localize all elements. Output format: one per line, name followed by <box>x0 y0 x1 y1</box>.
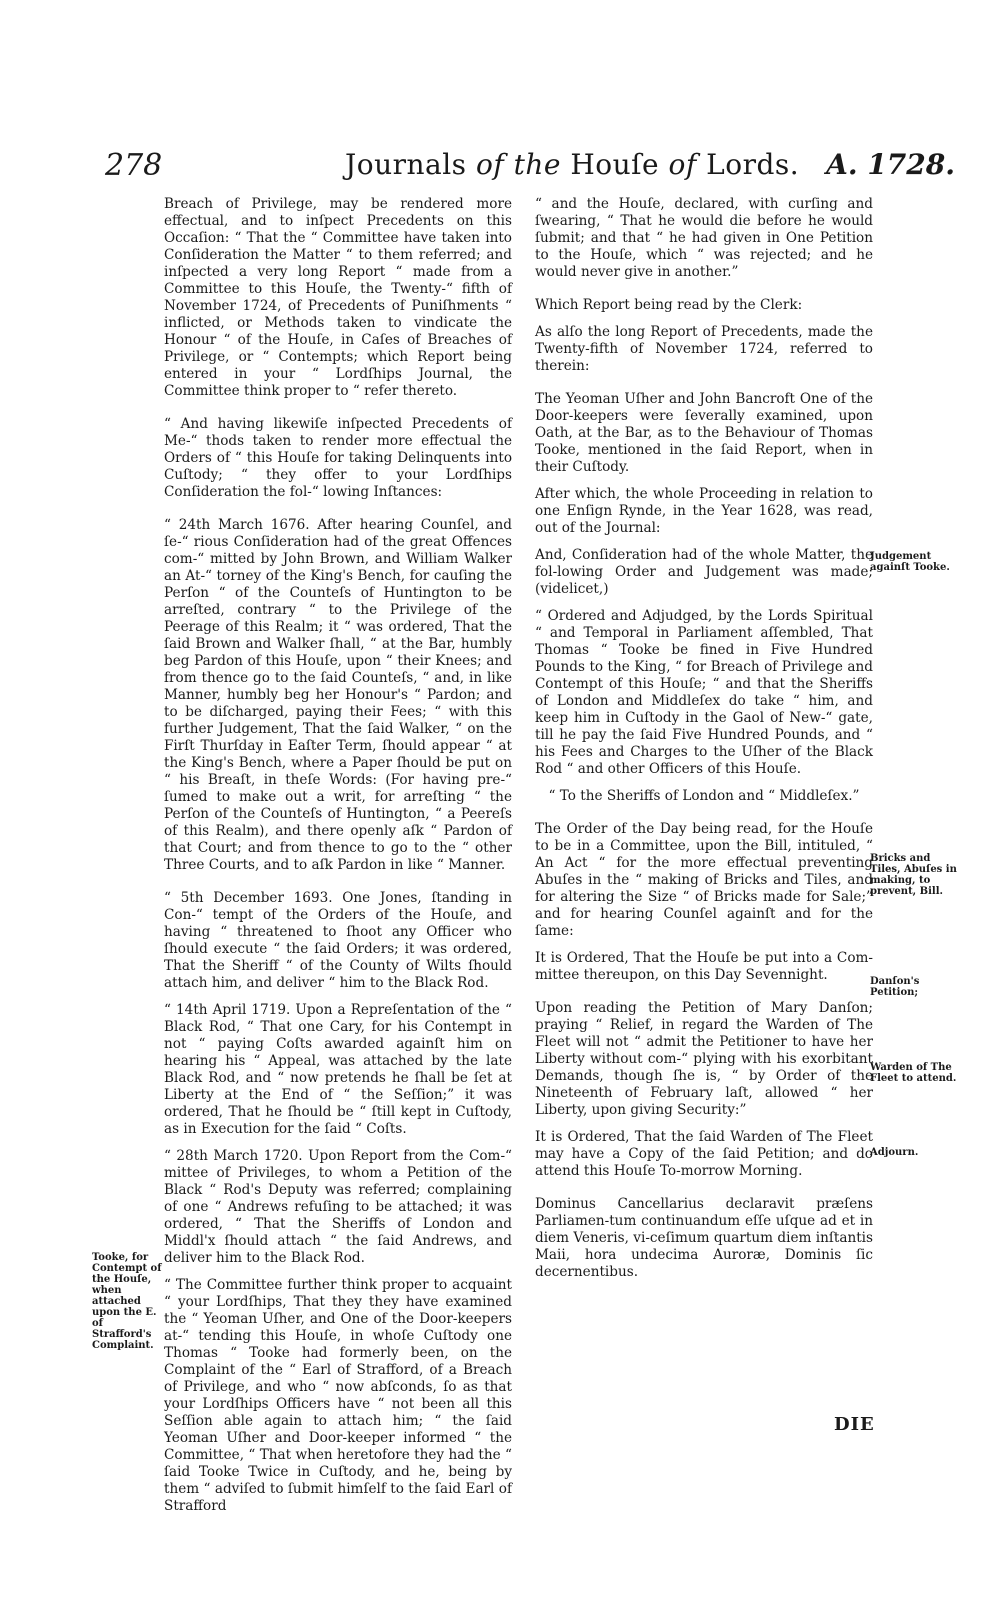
paragraph: It is Ordered, That the ſaid Warden of The Fleet may have a Copy of the ſaid Petition; and do attend this Houſe To-morrow Morning. <box>535 1129 873 1179</box>
year-label: A. 1728. <box>826 148 955 181</box>
left-column <box>164 196 512 1525</box>
paragraph: It is Ordered, That the Houſe be put into a Com-mittee thereupon, on this Day Sevennight. <box>535 950 873 983</box>
paragraph: “ 5th December 1693. One Jones, ſtanding in Con-“ tempt of the Orders of the Houſe, and having “ threatened to ſhoot any Officer who ſhould execute “ the ſaid Orders; it was ordered, That the Sheriff “ of the County of Wilts ſhould attach him, and deliver “ him to the Black Rod. <box>164 890 512 991</box>
paragraph: As alſo the long Report of Precedents, made the Twenty-fifth of November 1724, referred to therein: <box>535 324 873 374</box>
paragraph: The Yeoman Uſher and John Bancroft One of the Door-keepers were ſeverally examined, upon Oath, at the Bar, as to the Behaviour of Thomas Tooke, mentioned in the ſaid Report, when in their Cuſtody. <box>535 391 873 475</box>
paragraph: And, Conſideration had of the whole Matter, the fol-lowing Order and Judgement was made; (videlicet,) <box>535 547 873 597</box>
paragraph: “ To the Sheriffs of London and “ Middleſex.” <box>548 788 860 804</box>
margin-note-adjourn: Adjourn. <box>870 1147 919 1158</box>
page-header <box>95 148 955 188</box>
catchword: DIE <box>834 1414 875 1435</box>
title-word: Houſe <box>570 148 660 181</box>
paragraph: Breach of Privilege, may be rendered more effectual, and to inſpect Precedents on this Occaſion: “ That the “ Committee have taken into Conſideration the Matter “ to them referred; and inſpected a very long Report “ made from a Committee to this Houſe, the Twenty-“ fifth of November 1724, of Precedents of Puniſhments “ inflicted, or Methods taken to vindicate the Honour “ of the Houſe, in Caſes of Breaches of Privilege, or “ Contempts; which Report being entered in your “ Lordſhips Journal, the Committee think proper to “ refer thereto. <box>164 196 512 399</box>
margin-note-bricks: Bricks and Tiles, Abuſes in making, to prevent, Bill. <box>870 853 957 897</box>
title-word: Journals <box>345 148 467 181</box>
page-number: 278 <box>105 148 163 183</box>
paragraph: “ 28th March 1720. Upon Report from the Com-“ mittee of Privileges, to whom a Petition of the Black “ Rod's Deputy was referred; complaining of one “ Andrews refuſing to be attached; it was ordered, “ That the Sheriffs of London and Middl'x ſhould attach “ the ſaid Andrews, and deliver him to the Black Rod. <box>164 1148 512 1266</box>
title-word: of the <box>475 148 561 181</box>
paragraph: “ Ordered and Adjudged, by the Lords Spiritual “ and Temporal in Parliament aſſembled, That Thomas “ Tooke be fined in Five Hundred Pounds to the King, “ for Breach of Privilege and Contempt of this Houſe; “ and that the Sheriffs of London and Middleſex do take “ him, and keep him in Cuſtody in the Gaol of New-“ gate, till he pay the ſaid Five Hundred Pounds, and “ his Fees and Charges to the Uſher of the Black Rod “ and other Officers of this Houſe. <box>535 608 873 777</box>
paragraph: Which Report being read by the Clerk: <box>535 297 803 313</box>
margin-note-danson: Danſon's Petition; <box>870 976 920 998</box>
paragraph: Dominus Cancellarius declaravit præſens Parliamen-tum continuandum eſſe uſque ad et in diem Veneris, vi-ceſimum quartum diem inſtantis Maii, hora undecima Auroræ, Dominis ſic decernentibus. <box>535 1196 873 1280</box>
margin-note-judgement: Judgement againſt Tooke. <box>870 551 950 573</box>
right-column <box>535 196 873 1291</box>
paragraph: “ 24th March 1676. After hearing Counſel, and ſe-“ rious Conſideration had of the great Offences com-“ mitted by John Brown, and William Walker an At-“ torney of the King's Bench, for cauſing the Perſon “ of the Counteſs of Huntington to be arreſted, contrary “ to the Privilege of the Peerage of this Realm; it “ was ordered, That the ſaid Brown and Walker ſhall, “ at the Bar, humbly beg Pardon of this Houſe, upon “ their Knees; and from thence go to the ſaid Counteſs, “ and, in like Manner, humbly beg her Honour's “ Pardon; and to be diſcharged, paying their Fees; “ with this further Judgement, That the ſaid Walker, “ on the Firſt Thurſday in Eaſter Term, ſhould appear “ at the King's Bench, where a Paper ſhould be put on “ his Breaſt, in theſe Words: (For having pre-“ ſumed to make out a writ, for arreſting “ the Perſon of the Counteſs of Huntington, “ a Peereſs of this Realm), and there openly aſk “ Pardon of that Court; and from thence to go to the “ other Three Courts, and to aſk Pardon in like “ Manner. <box>164 517 512 873</box>
paragraph: The Order of the Day being read, for the Houſe to be in a Committee, upon the Bill, intituled, “ An Act “ for the more effectual preventing Abuſes in the “ making of Bricks and Tiles, and for altering the Size “ of Bricks made for Sale;” and for hearing Counſel againſt and for the ſame: <box>535 821 873 939</box>
paragraph: Upon reading the Petition of Mary Danſon; praying “ Relief, in regard the Warden of The Fleet will not “ admit the Petitioner to have her Liberty without com-“ plying with his exorbitant Demands, though ſhe is, “ by Order of the Nineteenth of February laſt, allowed “ her Liberty, upon giving Security:” <box>535 1000 873 1118</box>
paragraph: “ The Committee further think proper to acquaint “ your Lordſhips, That they they have examined the “ Yeoman Uſher, and One of the Door-keepers at-“ tending this Houſe, in whoſe Cuſtody one Thomas “ Tooke had formerly been, on the Complaint of the “ Earl of Strafford, of a Breach of Privilege, and who “ now abſconds, ſo as that your Lordſhips Officers have “ not been all this Seſſion able again to attach him; “ the ſaid Yeoman Uſher and Door-keeper informed “ the Committee, “ That when heretofore they had the “ ſaid Tooke Twice in Cuſtody, and he, being by them “ adviſed to ſubmit himſelf to the ſaid Earl of Strafford <box>164 1277 512 1514</box>
paragraph: “ and the Houſe, declared, with curſing and ſwearing, “ That he would die before he would ſubmit; and that “ he had given in One Petition to the Houſe, which “ was rejected; and he would never give in another.” <box>535 196 873 280</box>
paragraph: “ 14th April 1719. Upon a Repreſentation of the “ Black Rod, “ That one Cary, for his Contempt in not “ paying Coſts awarded againſt him on hearing his “ Appeal, was attached by the late Black Rod, and “ now pretends he ſhall be ſet at Liberty at the End of “ the Seſſion;” it was ordered, That he ſhould be “ ſtill kept in Cuſtody, as in Execution for the ſaid “ Coſts. <box>164 1002 512 1137</box>
title-word: of <box>668 148 697 181</box>
margin-note-tooke: Tooke, for Contempt of the Houſe, when attached upon the E. of Strafford's Complaint. <box>92 1252 162 1351</box>
paragraph: After which, the whole Proceeding in relation to one Enſign Rynde, in the Year 1628, was read, out of the Journal: <box>535 486 873 536</box>
journal-title <box>345 148 799 181</box>
margin-note-warden: Warden of The Fleet to attend. <box>870 1062 957 1084</box>
paragraph: “ And having likewiſe inſpected Precedents of Me-“ thods taken to render more effectual the Orders of “ this Houſe for taking Delinquents into Cuſtody; “ they offer to your Lordſhips Conſideration the fol-“ lowing Inſtances: <box>164 416 512 500</box>
title-word: Lords. <box>706 148 800 181</box>
